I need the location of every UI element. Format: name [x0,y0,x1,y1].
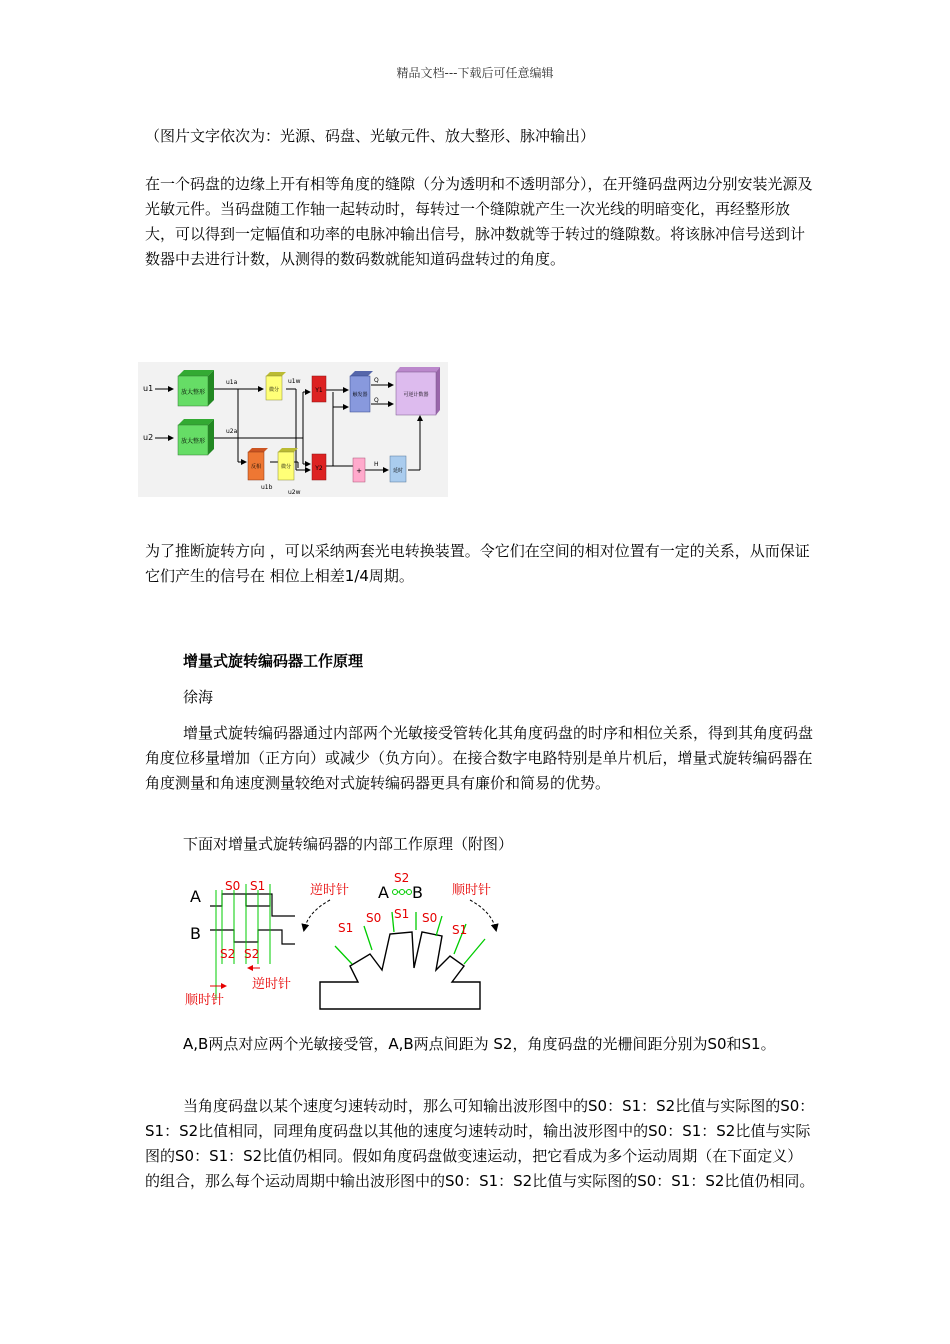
block-y2: Y2 [315,465,323,472]
signal-h: H [374,461,379,468]
label-s0-disc-right: S0 [422,911,438,925]
block-diff2: 微分 [280,464,292,470]
signal-u2w: u2w [288,489,301,496]
signal-u1w: u1w [288,378,301,385]
paragraph-4: 下面对增量式旋转编码器的内部工作原理（附图） [183,835,514,853]
block-amp1: 放大整形 [180,389,206,396]
label-s1-disc-mid: S1 [394,907,410,921]
page-header: 精品文档---下载后可任意编辑 [396,66,554,80]
signal-u2a: u2a [226,428,238,435]
signal-q-bar: Q [374,377,379,384]
label-s2-wave-2: S2 [244,947,260,961]
section-title: 增量式旋转编码器工作原理 [183,652,364,670]
point-b: B [412,883,423,902]
block-counter: 可逆计数器 [403,392,429,398]
block-y1: Y1 [315,387,323,394]
wave-label-a: A [190,887,201,906]
signal-u1a: u1a [226,379,238,386]
point-a: A [378,883,389,902]
signal-q: Q [374,397,379,404]
input-u2: u2 [143,433,154,442]
block-diagram [138,362,448,497]
label-cw-wave: 顺时针 [185,993,225,1008]
paragraph-1: 在一个码盘的边缘上开有相等角度的缝隙（分为透明和不透明部分），在开缝码盘两边分别安装光源及光敏元件。当码盘随工作轴一起转动时，每转过一个缝隙就产生一次光线的明暗变化，再经整形放大，可以得到一定幅值和功率的电脉冲输出信号，脉冲数就等于转过的缝隙数。将该脉冲信号送到计数器中去进行计数，从测得的数码数就能知道码盘转过的角度。 [145,175,813,268]
author-name: 徐海 [183,688,214,706]
label-s2-wave-1: S2 [220,947,236,961]
label-cw-disc: 顺时针 [452,883,492,898]
label-s0-disc-left: S0 [366,911,382,925]
paragraph-6: 当角度码盘以某个速度匀速转动时，那么可知输出波形图中的S0：S1：S2比值与实际图的S0：S1：S2比值相同，同理角度码盘以其他的速度匀速转动时，输出波形图中的S0：S1：S2比值与实际图的S0：S1：S2比值仍相同。假如角度码盘做变速运动，把它看成为多个运动周期（在下面定义）的组合，那么每个运动周期中输出波形图中的S0：S1：S2比值与实际图的S0：S1：S2比值仍相同。 [145,1097,815,1190]
block-trigger: 触发器 [352,392,368,398]
figure-caption: （图片文字依次为：光源、码盘、光敏元件、放大整形、脉冲输出） [145,127,596,145]
block-delay: 延时 [392,468,404,474]
paragraph-5: A,B两点对应两个光敏接受管，A,B两点间距为 S2，角度码盘的光栅间距分别为S0和S1。 [183,1035,776,1053]
label-s2-disc: S2 [394,871,410,885]
encoder-diagram [180,864,520,1014]
label-ccw-disc: 逆时针 [310,883,350,898]
block-or-gate: + [356,467,362,475]
input-u1: u1 [143,384,154,393]
label-s1-disc-right: S1 [452,923,468,937]
signal-u1b: u1b [261,484,273,491]
paragraph-2: 为了推断旋转方向 ，可以采纳两套光电转换装置。令它们在空间的相对位置有一定的关系，从而保证它们产生的信号在 相位上相差1/4周期。 [145,542,810,585]
waveform-b [210,930,295,944]
waveform-a [210,894,295,916]
block-amp2: 放大整形 [180,438,206,445]
paragraph-3: 增量式旋转编码器通过内部两个光敏接受管转化其角度码盘的时序和相位关系，得到其角度码盘角度位移量增加（正方向）或减少（负方向）。在接合数字电路特别是单片机后，增量式旋转编码器在角度测量和角速度测量较绝对式旋转编码器更具有廉价和简易的优势。 [145,724,814,792]
wave-label-b: B [190,924,201,943]
label-s1-disc-left: S1 [338,921,354,935]
block-diff1: 微分 [268,387,280,393]
label-ccw-wave: 逆时针 [252,977,292,992]
block-inverter: 反相 [250,464,262,470]
code-disc [320,932,480,1009]
label-s0-wave: S0 [225,879,241,893]
label-s1-wave: S1 [250,879,266,893]
